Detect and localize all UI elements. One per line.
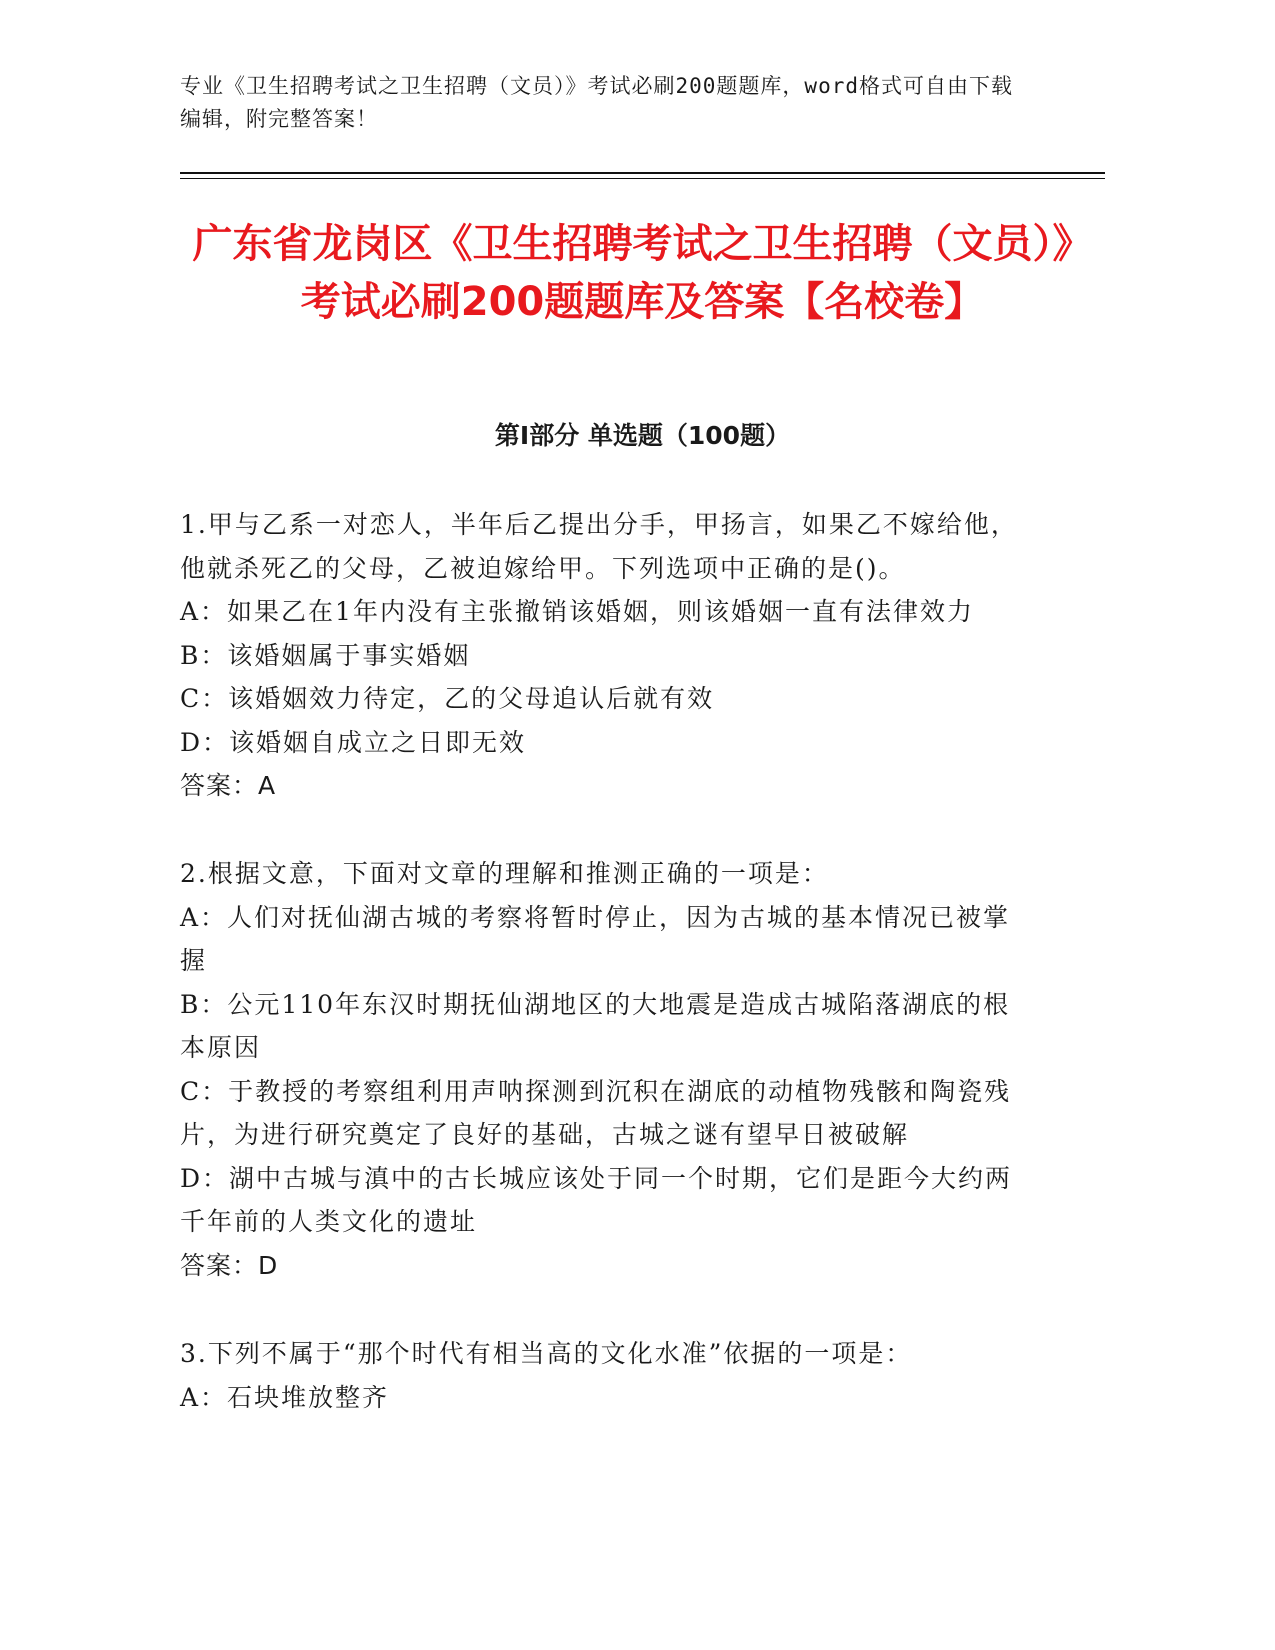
- answer-line: 答案：A: [180, 771, 277, 800]
- option-c: C：于教授的考察组利用声呐探测到沉积在湖底的动植物残骸和陶瓷残片，为进行研究奠定了良好的基础，古城之谜有望早日被破解: [180, 1076, 1012, 1149]
- option-a: A：如果乙在1年内没有主张撤销该婚姻，则该婚姻一直有法律效力: [180, 597, 974, 626]
- option-b: B：公元110年东汉时期抚仙湖地区的大地震是造成古城陷落湖底的根本原因: [180, 989, 1011, 1062]
- header-note: 专业《卫生招聘考试之卫生招聘（文员）》考试必刷200题题库，word格式可自由下载编辑，附完整答案！: [180, 74, 1013, 131]
- question-stem: 2.根据文意，下面对文章的理解和推测正确的一项是：: [180, 859, 829, 888]
- option-a: A：人们对抚仙湖古城的考察将暂时停止，因为古城的基本情况已被掌握: [180, 902, 1011, 975]
- header-divider-thick: [180, 172, 1105, 174]
- question-stem: 1.甲与乙系一对恋人，半年后乙提出分手，甲扬言，如果乙不嫁给他，他就杀死乙的父母，乙被迫嫁给甲。下列选项中正确的是()。: [180, 510, 1018, 583]
- option-c: C：该婚姻效力待定，乙的父母追认后就有效: [180, 684, 715, 713]
- section-heading: 第Ⅰ部分 单选题（100题）: [494, 421, 791, 450]
- question-stem: 3.下列不属于“那个时代有相当高的文化水准”依据的一项是：: [180, 1339, 913, 1368]
- option-d: D：湖中古城与滇中的古长城应该处于同一个时期，它们是距今大约两千年前的人类文化的遗址: [180, 1163, 1013, 1236]
- header-divider-thin: [180, 178, 1105, 179]
- question-3: [180, 1332, 1025, 1419]
- document-title: 广东省龙岗区《卫生招聘考试之卫生招聘（文员）》考试必刷200题题库及答案【名校卷】: [192, 221, 1093, 325]
- option-a: A：石块堆放整齐: [180, 1382, 390, 1412]
- question-1: [180, 503, 1025, 808]
- answer-line: 答案：D: [180, 1250, 279, 1280]
- question-2: [180, 852, 1025, 1287]
- option-d: D：该婚姻自成立之日即无效: [180, 727, 527, 757]
- option-b: B：该婚姻属于事实婚姻: [180, 640, 471, 670]
